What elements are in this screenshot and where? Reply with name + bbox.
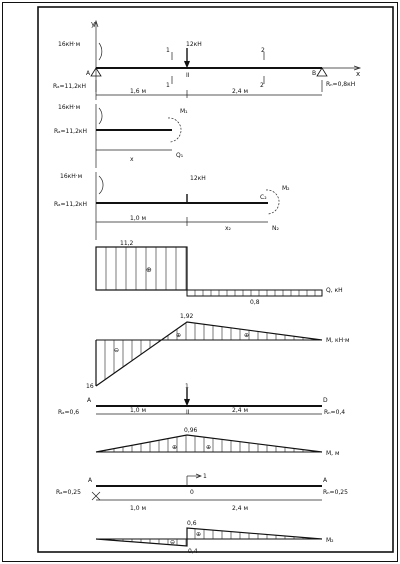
unit2-bottom-value: 0,4	[188, 548, 198, 555]
moment-axis-label: M, кН·м	[326, 337, 350, 344]
fb1-moment-symbol: M₁	[180, 108, 188, 115]
moment-sign-2: ⊕	[176, 332, 182, 339]
dim-right-label: 2,4 м	[232, 88, 248, 95]
point-mid-label: II	[186, 72, 190, 79]
bending-moment-diagram	[86, 313, 350, 390]
unit1-peak-value: 0,96	[184, 427, 198, 434]
unit1-reaction-left: Rₐ=0,6	[58, 409, 80, 416]
unit2-point-b: A	[323, 477, 328, 484]
unit2-dim-right: 2,4 м	[232, 505, 248, 512]
unit-moment-beam-2	[56, 473, 348, 512]
section-1-top: 1	[166, 47, 170, 54]
shear-negative-value: 0,8	[250, 299, 260, 306]
unit1-point-b: D	[323, 397, 328, 404]
point-b-label: B	[312, 70, 317, 77]
section-2-bottom: 2	[260, 82, 264, 89]
reaction-left-label: Rₐ=11,2кН	[53, 83, 87, 90]
section-2-top: 2	[261, 47, 265, 54]
fb2-force-label: 12кН	[190, 175, 206, 182]
unit1-sign-1: ⊕	[172, 444, 178, 451]
unit1-dim-right: 2,4 м	[232, 407, 248, 414]
fb2-x-label: x₂	[225, 225, 231, 232]
sheet-inner-frame	[38, 7, 393, 552]
main-beam-scheme	[53, 20, 360, 100]
shear-axis-label: Q, кН	[326, 287, 343, 294]
force-label: 12кН	[186, 41, 202, 48]
fb1-reaction-label: Rₐ=11,2кН	[54, 128, 88, 135]
free-body-1	[54, 104, 188, 168]
unit2-sign-1: ⊖	[170, 539, 176, 546]
unit2-axis-label: M₂	[326, 537, 334, 544]
unit2-sign-2: ⊕	[196, 531, 202, 538]
fb2-point-label: C₂	[260, 194, 267, 201]
reaction-right-label: Rₙ=0,8кН	[326, 81, 356, 88]
fb1-shear-symbol: Q₁	[176, 152, 184, 159]
shear-positive-value: 11,2	[120, 240, 134, 247]
dim-left-label: 1,6 м	[130, 88, 146, 95]
unit1-reaction-right: Rₙ=0,4	[324, 409, 346, 416]
unit1-dim-left: 1,0 м	[130, 407, 146, 414]
applied-moment-label: 16кН·м	[58, 41, 81, 48]
free-body-2	[54, 172, 290, 240]
fb2-shear-symbol: N₂	[272, 225, 279, 232]
unit-moment-diagram-2	[96, 520, 334, 555]
right-support	[317, 68, 327, 76]
unit1-point-mid: II	[186, 409, 190, 416]
unit2-point-mid: 0	[190, 489, 194, 496]
moment-peak-value: 1,92	[180, 313, 194, 320]
axis-y-label: y	[91, 20, 96, 28]
fb1-moment-label: 16кН·м	[58, 104, 81, 111]
unit1-axis-label: M, м	[326, 450, 340, 457]
unit2-reaction-right: Rₙ=0,25	[323, 489, 348, 496]
unit-force-label: 1	[185, 383, 189, 390]
fb2-moment-label: 16кН·м	[60, 173, 83, 180]
fb1-x-label: x	[130, 156, 134, 163]
moment-sign-1: ⊖	[114, 347, 120, 354]
point-a-label: A	[86, 70, 91, 77]
shear-force-diagram	[96, 240, 343, 306]
fb2-dim-label: 1,0 м	[130, 215, 146, 222]
unit-moment-diagram-1	[96, 427, 340, 457]
section-1-bottom: 1	[166, 82, 170, 89]
shear-positive-region	[96, 247, 187, 290]
shear-positive-sign: ⊕	[146, 266, 152, 274]
fb2-reaction-label: Rₐ=11,2кН	[54, 201, 88, 208]
fb2-moment-symbol: M₂	[282, 185, 290, 192]
unit2-dim-left: 1,0 м	[130, 505, 146, 512]
unit2-top-value: 0,6	[187, 520, 197, 527]
unit2-reaction-left: Rₐ=0,25	[56, 489, 81, 496]
unit1-point-a: A	[87, 397, 92, 404]
shear-negative-region	[187, 290, 322, 296]
unit1-sign-2: ⊕	[206, 444, 212, 451]
moment-sign-3: ⊕	[244, 332, 250, 339]
unit2-moment-label: 1	[203, 473, 207, 480]
unit-load-beam-1	[58, 383, 345, 416]
moment-curve	[96, 322, 322, 386]
moment-start-value: 16	[86, 383, 94, 390]
axis-x-label: x	[356, 70, 361, 78]
unit2-point-a: A	[88, 477, 93, 484]
